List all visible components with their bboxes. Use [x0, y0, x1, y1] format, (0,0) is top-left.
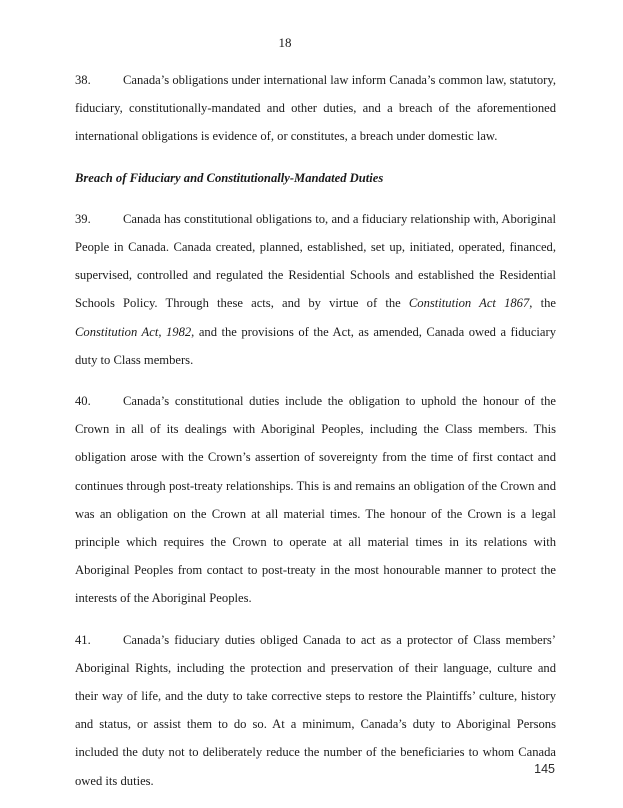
paragraph-text: , the — [529, 296, 556, 311]
paragraph-number: 40. — [75, 394, 91, 409]
paragraph-39 — [75, 205, 556, 374]
document-body — [75, 66, 556, 808]
paragraph-number: 38. — [75, 73, 91, 87]
italic-citation: Constitution Act 1867 — [408, 296, 530, 311]
italic-citation: Constitution Act, 1982 — [75, 324, 192, 339]
paragraph-38 — [75, 66, 556, 151]
paragraph-number: 41. — [75, 632, 91, 647]
page-number-top: 18 — [278, 35, 292, 50]
page-number-bottom: 145 — [534, 762, 555, 776]
paragraph-text: Canada’s obligations under international law inform Canada’s common law, statutory, fiduciary, constitutionally-mandated and other duties, and a breach of the aforementioned international obligations is evidence of, or constitutes, a breach under domestic law. — [75, 73, 556, 144]
paragraph-number: 39. — [75, 211, 91, 226]
paragraph-text: Canada has constitutional obligations to, and a fiduciary relationship with, Aboriginal People in Canada. Canada created, planned, established, set up, initiated, operated, financed, supervised, controlled and regulated the Residential Schools and established the Residential Schools Policy. Through these acts, and by virtue of the — [75, 211, 556, 311]
paragraph-text: , and the provisions of the Act, as amended, Canada owed a fiduciary duty to Class members. — [75, 324, 557, 367]
paragraph-text: Canada’s fiduciary duties obliged Canada to act as a protector of Class members’ Aboriginal Rights, including the protection and preservation of their language, culture and their way of life, and the duty to take corrective steps to restore the Plaintiffs’ culture, history and status, or assist them to do so. At a minimum, Canada’s duty to Aboriginal Persons included the duty not to deliberately reduce the number of the beneficiaries to whom Canada owed its duties. — [75, 632, 556, 788]
section-heading: Breach of Fiduciary and Constitutionally-Mandated Duties — [75, 170, 384, 185]
paragraph-41 — [75, 626, 556, 795]
paragraph-40 — [75, 387, 556, 613]
paragraph-text: Canada’s constitutional duties include the obligation to uphold the honour of the Crown in all of its dealings with Aboriginal Peoples, including the Class members. This obligation arose with the Crown’s assertion of sovereignty from the time of first contact and continues through post-treaty relationships. This is and remains an obligation of the Crown and was an obligation on the Crown at all material times. The honour of the Crown is a legal principle which requires the Crown to operate at all material times in its relations with Aboriginal Peoples from contact to post-treaty in the most honourable manner to protect the interests of the Aboriginal Peoples. — [75, 394, 556, 606]
